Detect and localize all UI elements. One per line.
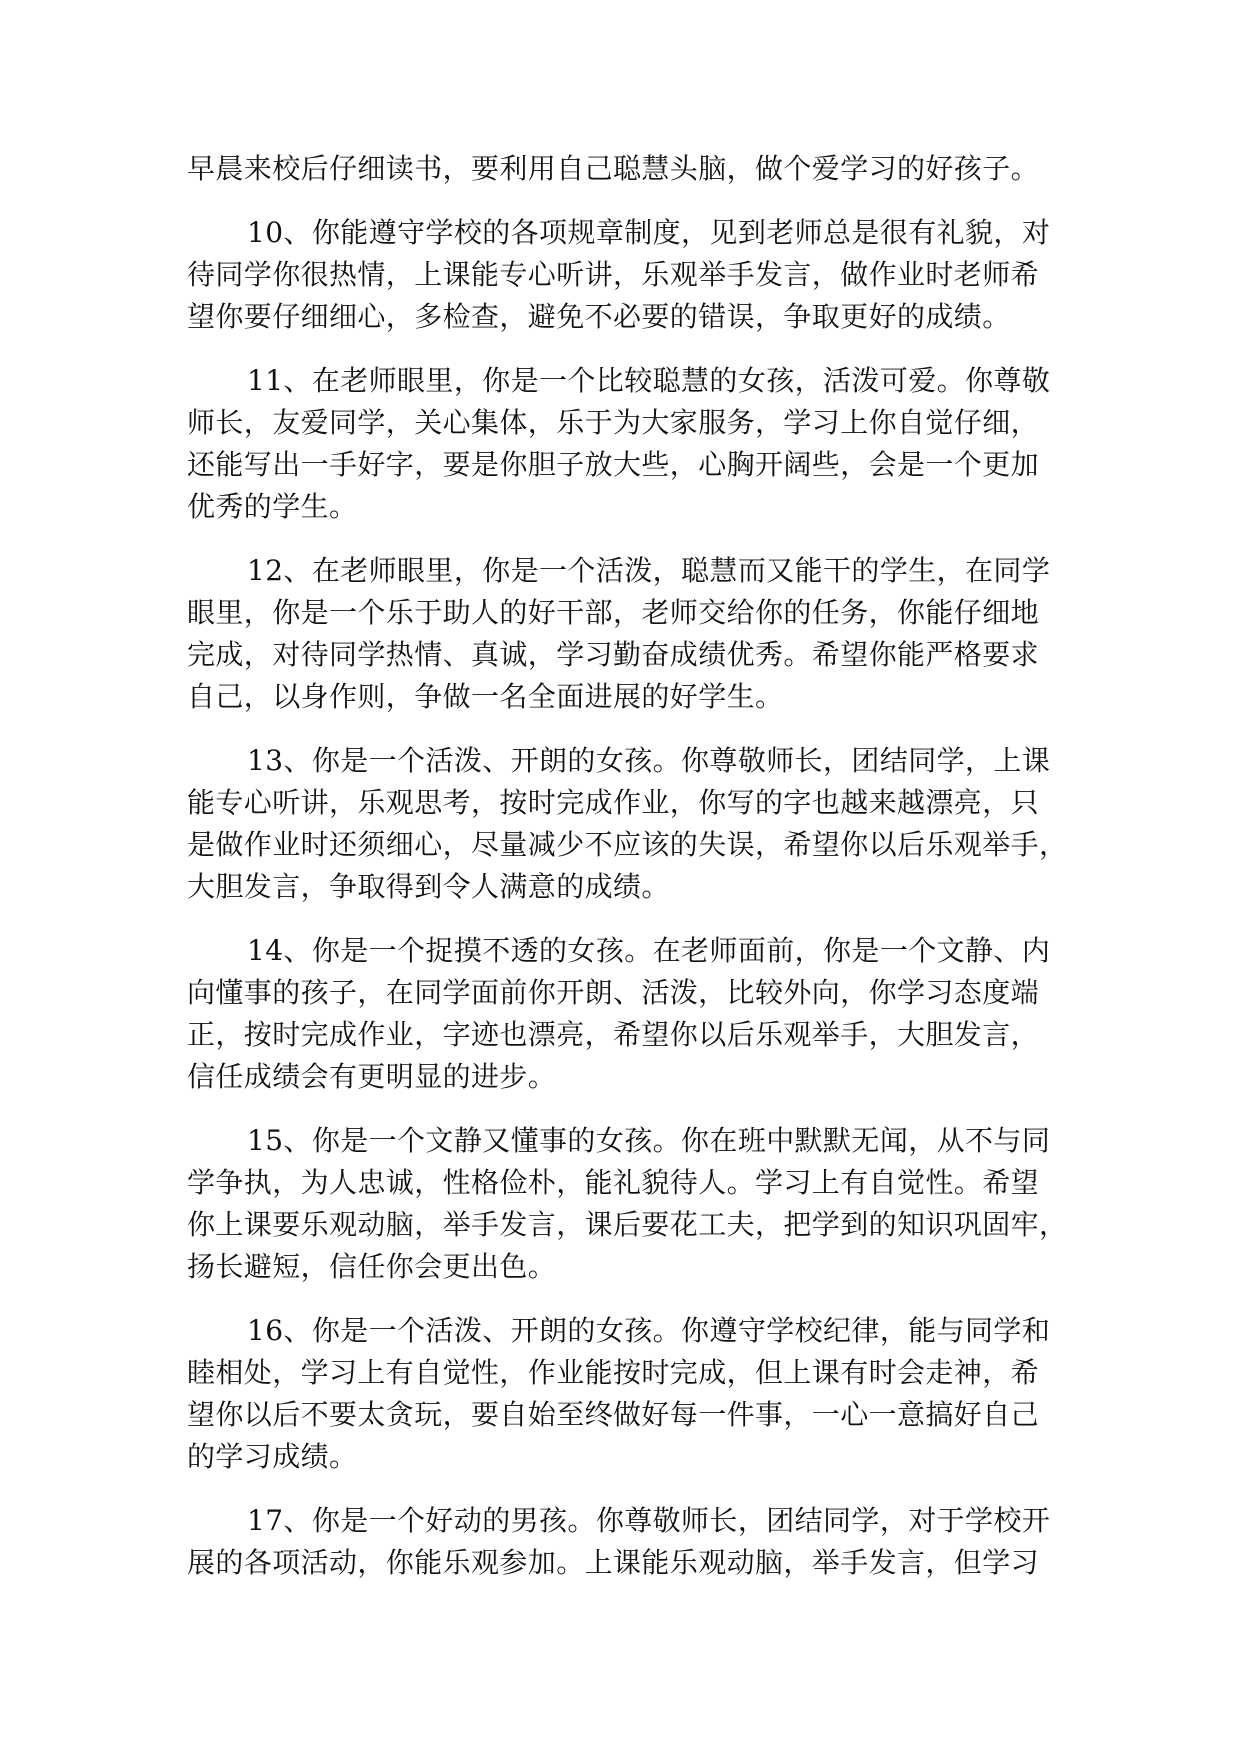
text-line: 15、你是一个文静又懂事的女孩。你在班中默默无闻，从不与同	[247, 1124, 1051, 1157]
text-line: 你上课要乐观动脑，举手发言，课后要花工夫，把学到的知识巩固牢，	[187, 1208, 1068, 1241]
text-line: 正，按时完成作业，字迹也漂亮，希望你以后乐观举手，大胆发言，	[187, 1018, 1040, 1051]
text-line: 眼里，你是一个乐于助人的好干部，老师交给你的任务，你能仔细地	[187, 596, 1040, 629]
text-line: 望你要仔细细心，多检查，避免不必要的错误，争取更好的成绩。	[187, 300, 1011, 333]
text-line: 11、在老师眼里，你是一个比较聪慧的女孩，活泼可爱。你尊敬	[247, 364, 1051, 397]
text-line: 向懂事的孩子，在同学面前你开朗、活泼，比较外向，你学习态度端	[187, 976, 1040, 1009]
text-line: 17、你是一个好动的男孩。你尊敬师长，团结同学，对于学校开	[247, 1504, 1051, 1537]
paragraph-15	[187, 1120, 1068, 1288]
text-line: 早晨来校后仔细读书，要利用自己聪慧头脑，做个爱学习的好孩子。	[187, 152, 1040, 185]
paragraph-12	[187, 550, 1059, 718]
paragraph-16	[187, 1310, 1059, 1478]
text-line: 师长，友爱同学，关心集体，乐于为大家服务，学习上你自觉仔细，	[187, 406, 1040, 439]
text-line: 学争执，为人忠诚，性格俭朴，能礼貌待人。学习上有自觉性。希望	[187, 1166, 1040, 1199]
paragraph-13	[187, 740, 1068, 908]
text-line: 是做作业时还须细心，尽量减少不应该的失误，希望你以后乐观举手，	[187, 828, 1068, 861]
text-line: 能专心听讲，乐观思考，按时完成作业，你写的字也越来越漂亮，只	[187, 786, 1040, 819]
paragraph-11	[187, 360, 1059, 528]
text-line: 13、你是一个活泼、开朗的女孩。你尊敬师长，团结同学，上课	[247, 744, 1051, 777]
paragraph-14	[187, 930, 1059, 1098]
text-line: 大胆发言，争取得到令人满意的成绩。	[187, 870, 670, 903]
text-line: 12、在老师眼里，你是一个活泼，聪慧而又能干的学生，在同学	[247, 554, 1051, 587]
text-line: 优秀的学生。	[187, 490, 358, 523]
paragraph-1	[187, 148, 1059, 190]
text-line: 还能写出一手好字，要是你胆子放大些，心胸开阔些，会是一个更加	[187, 448, 1040, 481]
text-line: 扬长避短，信任你会更出色。	[187, 1250, 557, 1283]
text-line: 16、你是一个活泼、开朗的女孩。你遵守学校纪律，能与同学和	[247, 1314, 1051, 1347]
text-line: 完成，对待同学热情、真诚，学习勤奋成绩优秀。希望你能严格要求	[187, 638, 1040, 671]
document-body	[187, 148, 1068, 1606]
text-line: 睦相处，学习上有自觉性，作业能按时完成，但上课有时会走神，希	[187, 1356, 1040, 1389]
paragraph-17	[187, 1500, 1059, 1584]
text-line: 待同学你很热情，上课能专心听讲，乐观举手发言，做作业时老师希	[187, 258, 1040, 291]
text-line: 14、你是一个捉摸不透的女孩。在老师面前，你是一个文静、内	[247, 934, 1051, 967]
text-line: 的学习成绩。	[187, 1440, 358, 1473]
text-line: 展的各项活动，你能乐观参加。上课能乐观动脑，举手发言，但学习	[187, 1546, 1040, 1579]
text-line: 自己，以身作则，争做一名全面进展的好学生。	[187, 680, 784, 713]
text-line: 10、你能遵守学校的各项规章制度，见到老师总是很有礼貌，对	[247, 216, 1051, 249]
text-line: 信任成绩会有更明显的进步。	[187, 1060, 557, 1093]
paragraph-10	[187, 212, 1059, 338]
text-line: 望你以后不要太贪玩，要自始至终做好每一件事，一心一意搞好自己	[187, 1398, 1040, 1431]
